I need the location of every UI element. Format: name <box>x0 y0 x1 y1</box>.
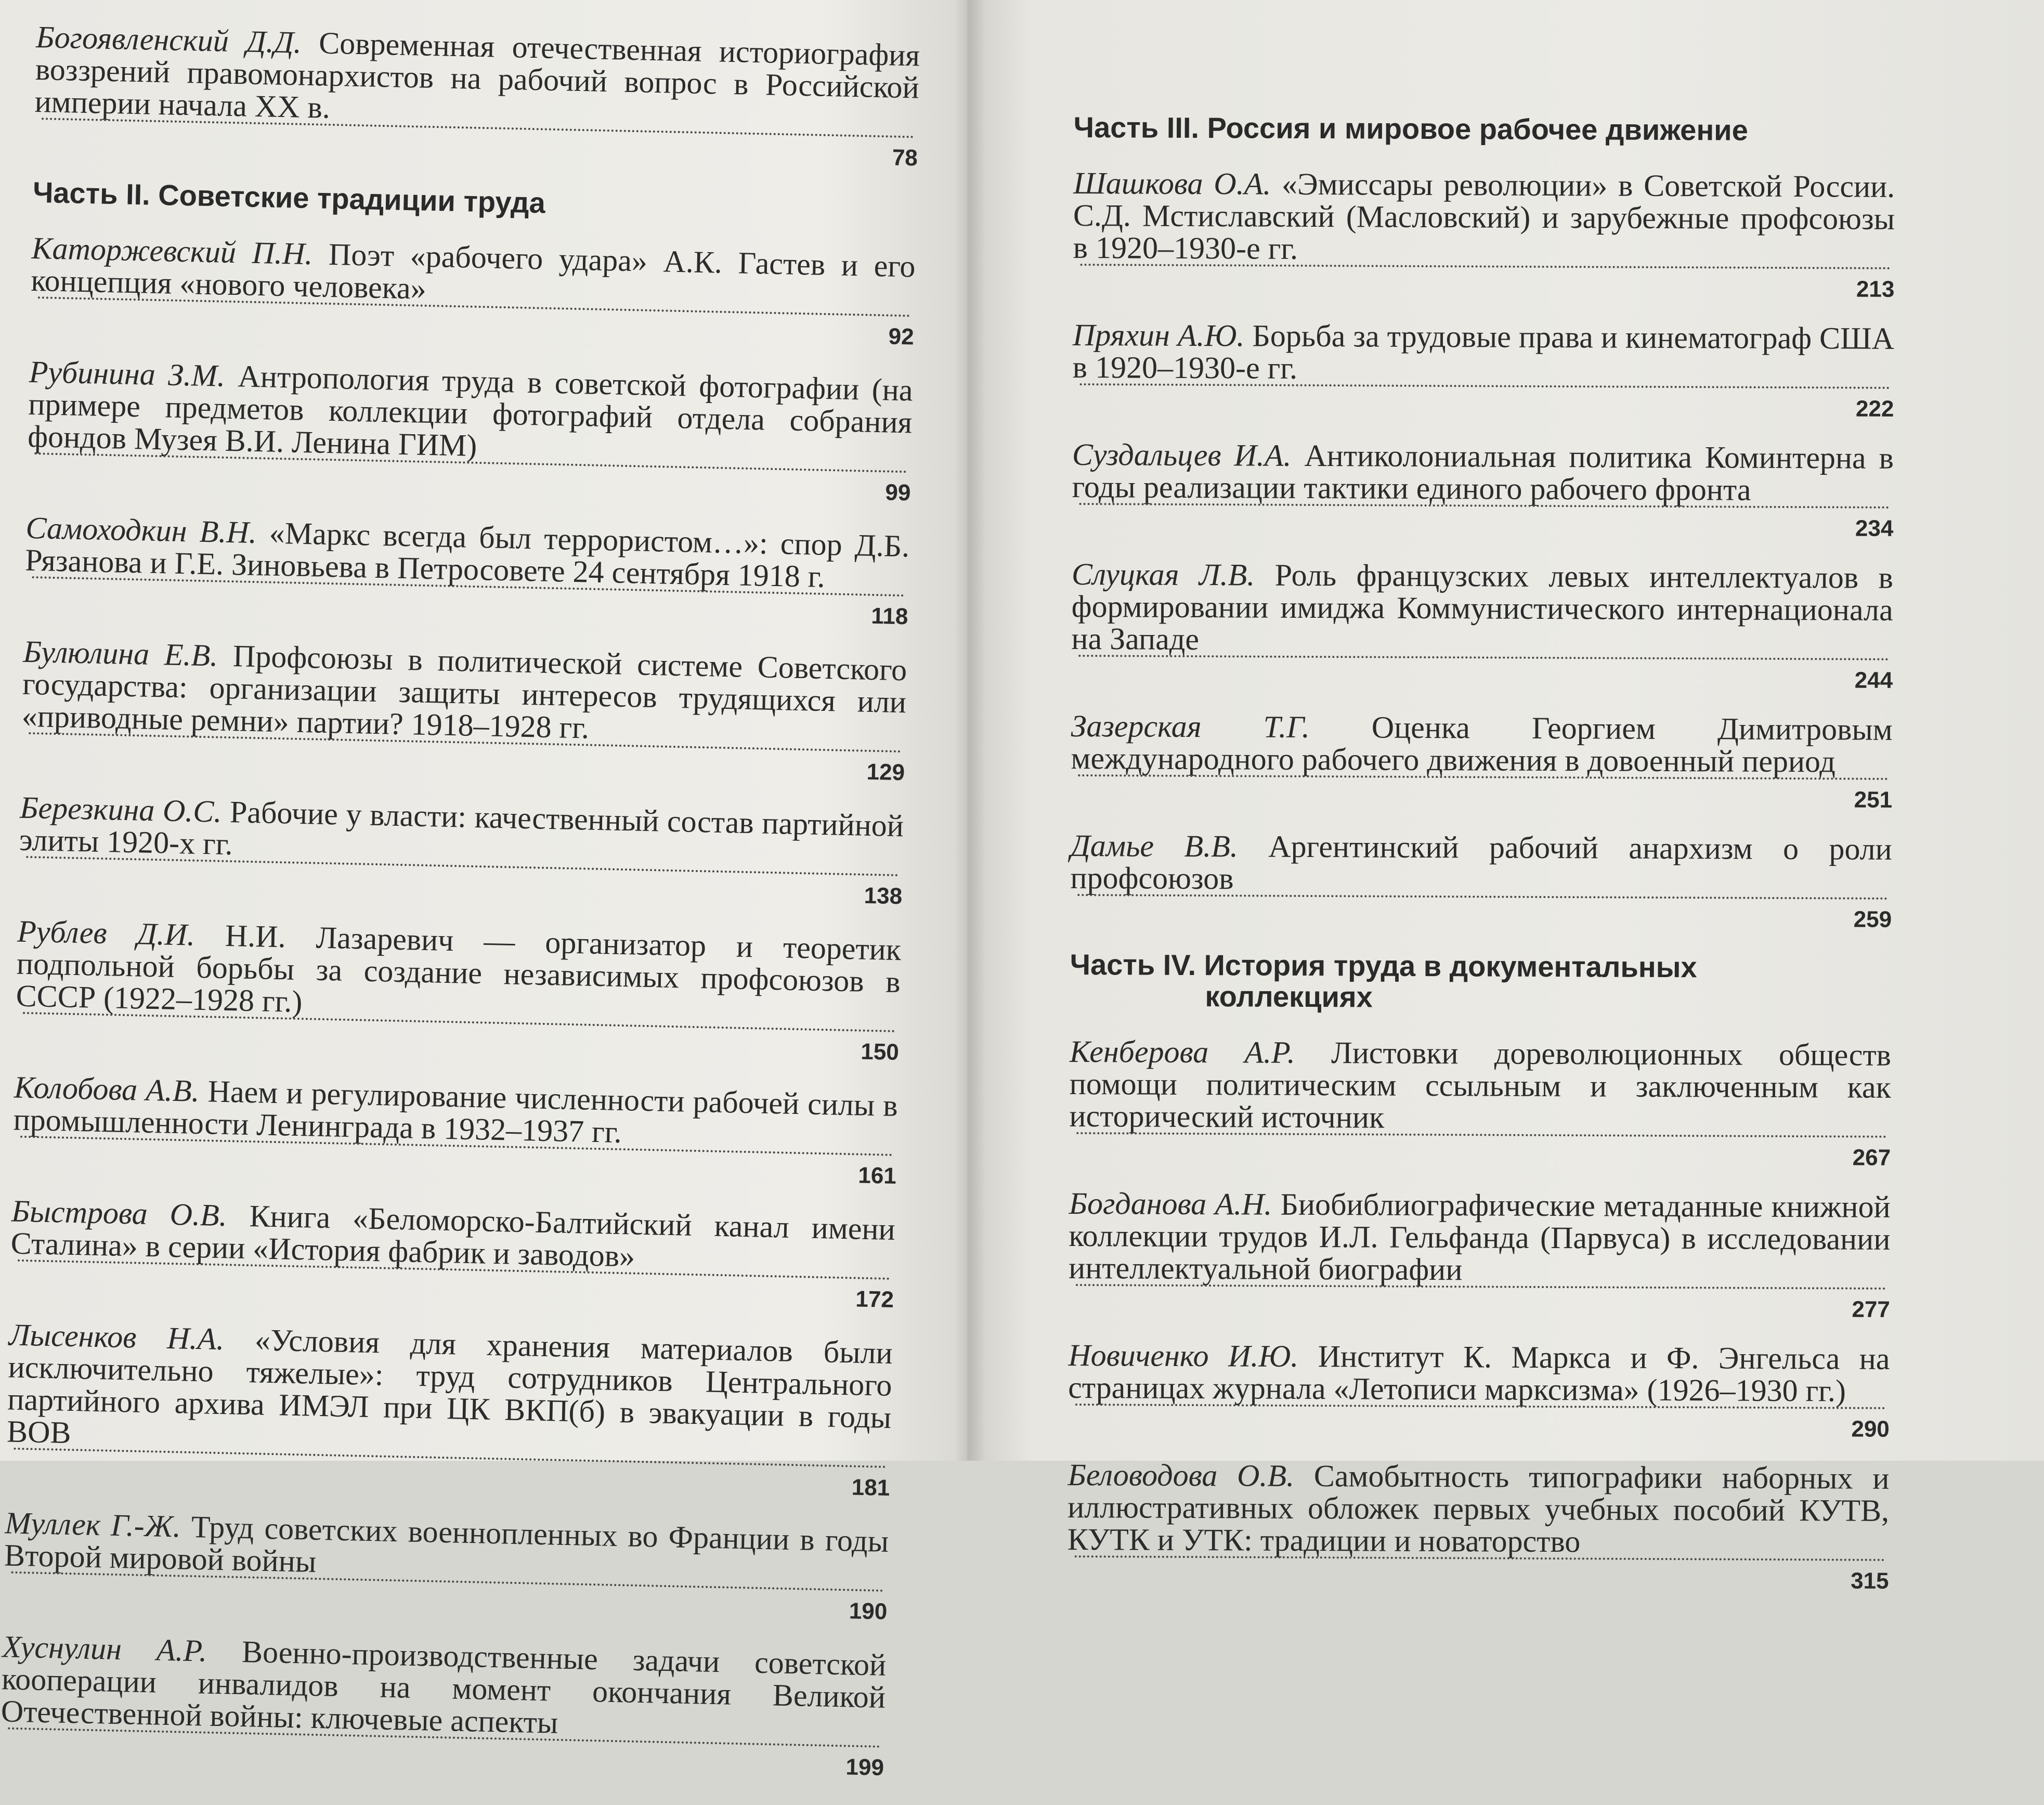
toc-entry <box>1071 710 1893 816</box>
entry-title: Книга «Беломорско-Балтийский канал имени Сталина» в серии «История фабрик и заводов» <box>10 1199 896 1274</box>
entry-title: Н.И. Лазаревич — организатор и теоретик подпольной борьбы за создание независимых профсоюзов в СССР (1922–1928 гг.) <box>16 918 902 1019</box>
part-heading-line1: Часть IV. История труда в документальных <box>1070 947 1697 984</box>
entry-author: Суздальцев И.А. <box>1072 437 1292 473</box>
entry-title: Листовки дореволюционных обществ помощи политическим ссыльным и заключенным как исторический источник <box>1069 1035 1892 1135</box>
part-heading-line2: коллекциях <box>1205 980 1373 1014</box>
toc-entry <box>1072 438 1894 545</box>
toc-entry <box>1067 1459 1889 1598</box>
entry-author: Колобова А.В. <box>14 1070 200 1109</box>
toc-entry <box>15 915 902 1069</box>
entry-author: Богданова А.Н. <box>1069 1186 1272 1222</box>
toc-entry <box>24 512 910 633</box>
entry-page-number: 259 <box>1853 906 1892 932</box>
right-toc-column <box>1067 96 1895 1614</box>
entry-title: Институт К. Маркса и Ф. Энгельса на страницах журнала «Летописи марксизма» (1926–1930 гг.) <box>1068 1339 1890 1408</box>
toc-entry <box>1068 1339 1890 1446</box>
left-toc-column <box>0 21 920 1805</box>
toc-entry <box>1073 167 1895 306</box>
book-gutter <box>954 0 985 1461</box>
entry-author: Булюлина Е.В. <box>22 634 218 673</box>
entry-page-number: 181 <box>851 1474 890 1501</box>
entry-author: Самоходкин В.Н. <box>25 510 257 550</box>
entry-page-number: 290 <box>1851 1416 1890 1442</box>
entry-title: Труд советских военнопленных во Франции в годы Второй мировой войны <box>4 1509 889 1579</box>
entry-page-number: 222 <box>1855 396 1894 422</box>
entry-title: Оценка Георгием Димитровым международного рабочего движения в довоенный период <box>1071 710 1893 779</box>
entry-page-number: 129 <box>866 759 905 786</box>
toc-entry <box>3 1507 889 1628</box>
toc-entry <box>1070 829 1892 936</box>
entry-author: Новиченко И.Ю. <box>1068 1337 1299 1373</box>
toc-entry <box>18 791 904 913</box>
entry-page-number: 251 <box>1854 787 1893 813</box>
toc-entry <box>10 1195 896 1317</box>
entry-title: Поэт «рабочего удара» А.К. Гастев и его концепция «нового человека» <box>30 237 916 306</box>
entry-title: Биобиблиографические метаданные книжной коллекции трудов И.Л. Гельфанда (Парвуса) в исследовании интеллектуальной биографии <box>1069 1187 1891 1287</box>
entry-page-number: 277 <box>1852 1296 1890 1322</box>
entry-page-number: 190 <box>849 1598 888 1625</box>
entry-author: Слуцкая Л.В. <box>1071 556 1255 592</box>
entry-author: Каторжевский П.Н. <box>31 230 314 271</box>
toc-entry <box>1072 319 1894 425</box>
entry-author: Кенберова А.Р. <box>1069 1034 1295 1070</box>
entry-title: «Маркс всегда был террористом…»: спор Д.Б. Рязанова и Г.Е. Зиновьева в Петросовете 24 сентября 1918 г. <box>24 515 910 594</box>
entry-page-number: 244 <box>1854 667 1893 693</box>
entry-title: Борьба за трудовые права и кинематограф США в 1920–1930-е гг. <box>1072 318 1895 385</box>
entry-author: Дамье В.В. <box>1070 828 1238 864</box>
toc-entry <box>30 232 916 354</box>
entry-author: Рубинина З.М. <box>29 354 226 393</box>
entry-page-number: 150 <box>860 1038 900 1066</box>
entry-author: Муллек Г.-Ж. <box>4 1505 181 1544</box>
part-heading <box>1070 949 1892 1015</box>
entry-author: Шашкова О.А. <box>1073 165 1271 201</box>
part-heading: Часть II. Советские традиции труда <box>32 175 546 219</box>
entry-page-number: 199 <box>845 1754 884 1781</box>
toc-entry <box>6 1318 893 1504</box>
entry-author: Пряхин А.Ю. <box>1072 317 1245 353</box>
toc-entry <box>0 1630 887 1784</box>
entry-page-number: 99 <box>884 479 911 506</box>
part-heading: Часть III. Россия и мировое рабочее движение <box>1073 110 1748 147</box>
toc-entry <box>1069 1187 1891 1326</box>
entry-author: Беловодова О.В. <box>1067 1457 1295 1493</box>
entry-title: «Условия для хранения материалов были исключительно тяжелые»: труд сотрудников Центрального партийного архива ИМЭЛ при ЦК ВКП(б) в эвакуации в годы ВОВ <box>6 1322 893 1450</box>
entry-author: Быстрова О.В. <box>11 1193 228 1233</box>
entry-page-number: 92 <box>888 323 915 350</box>
toc-entry <box>21 635 907 789</box>
toc-entry <box>12 1071 899 1193</box>
entry-page-number: 138 <box>864 882 903 910</box>
entry-title: Антропология труда в советской фотографии (на примере предметов коллекции фотографий отдела собрания фондов Музея В.И. Ленина ГИМ) <box>27 359 914 463</box>
toc-entry <box>1069 1035 1891 1174</box>
entry-title: Антиколониальная политика Коминтерна в годы реализации тактики единого рабочего фронта <box>1072 438 1894 507</box>
entry-author: Зазерская Т.Г. <box>1071 708 1310 744</box>
entry-author: Рублев Д.И. <box>17 914 196 952</box>
entry-page-number: 213 <box>1856 276 1895 302</box>
entry-page-number: 267 <box>1852 1145 1891 1171</box>
entry-page-number: 172 <box>855 1286 894 1313</box>
entry-page-number: 161 <box>857 1162 897 1189</box>
entry-title: Самобытность типографики наборных и иллюстративных обложек первых учебных пособий КУТВ, КУТК и УТК: традиции и новаторство <box>1067 1459 1890 1559</box>
entry-title: Военно-производственные задачи советской кооперации инвалидов на момент окончания Великой Отечественной войны: ключевые аспекты <box>1 1634 887 1740</box>
entry-title: «Эмиссары революции» в Советской России. С.Д. Мстиславский (Масловский) и зарубежные профсоюзы в 1920–1930-е гг. <box>1073 166 1895 266</box>
entry-author: Лысенков Н.А. <box>8 1317 225 1357</box>
entry-page-number: 315 <box>1851 1568 1889 1594</box>
entry-author: Богоявленский Д.Д. <box>35 20 302 60</box>
entry-title: Профсоюзы в политической системе Советского государства: организации защиты интересов трудящихся или «приводные ремни» партии? 1918–1928 гг. <box>21 639 907 745</box>
entry-page-number: 78 <box>892 145 918 171</box>
entry-author: Березкина О.С. <box>19 790 223 829</box>
entry-title: Наем и регулирование численности рабочей силы в промышленности Ленинграда в 1932–1937 гг. <box>13 1074 899 1150</box>
entry-title: Роль французских левых интеллектуалов в формировании имиджа Коммунистического интернационала на Западе <box>1071 557 1894 657</box>
entry-page-number: 118 <box>870 603 908 630</box>
entry-author: Хуснулин А.Р. <box>2 1629 207 1668</box>
entry-title: Рабочие у власти: качественный состав партийной элиты 1920-х гг. <box>19 795 904 862</box>
entry-page-number: 234 <box>1855 515 1894 541</box>
toc-entry <box>34 21 920 175</box>
toc-entry <box>1071 558 1893 697</box>
entry-title: Аргентинский рабочий анархизм о роли профсоюзов <box>1070 829 1892 896</box>
toc-entry <box>27 356 913 510</box>
entry-title: Современная отечественная историография воззрений правомонархистов на рабочий вопрос в Российской империи начала XX в. <box>34 25 920 125</box>
